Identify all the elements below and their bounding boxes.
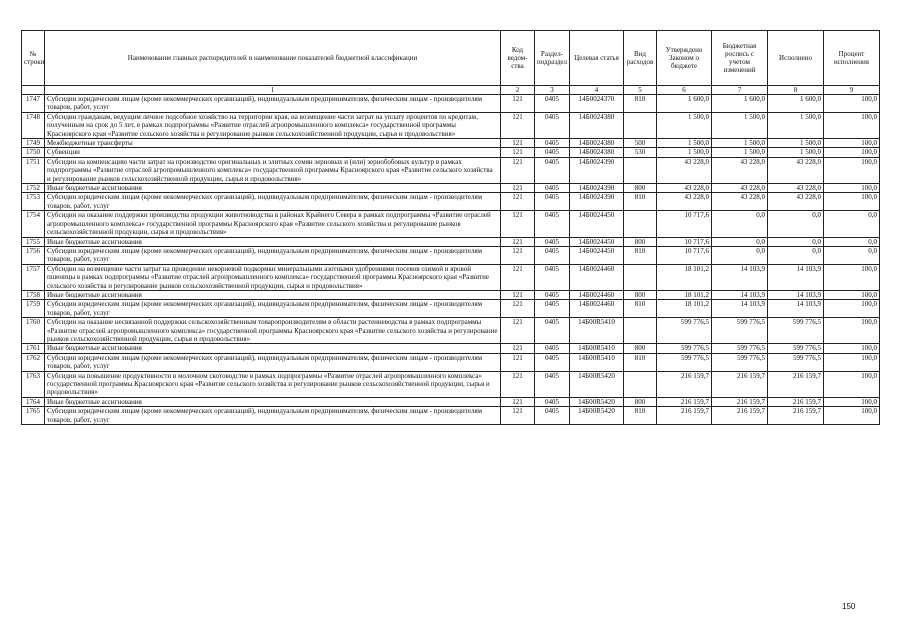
target-article: 14Б0024450 <box>570 211 624 237</box>
section-code: 0405 <box>535 300 570 318</box>
row-name: Иные бюджетные ассигнования <box>45 344 501 353</box>
row-name: Субсидии юридическим лицам (кроме некоммерческих организаций), индивидуальным предпринимателям, физическим лицам - производителям товаров, работ, услуг <box>45 95 501 113</box>
header-section: Раздел- подраздел <box>535 31 570 86</box>
approved-amount: 1 600,0 <box>657 95 712 113</box>
approved-amount: 10 717,6 <box>657 246 712 264</box>
execution-percent: 100,0 <box>824 157 880 183</box>
executed-amount: 14 103,9 <box>768 300 824 318</box>
department-code: 121 <box>501 397 535 406</box>
expense-type <box>624 318 657 344</box>
page-number: 150 <box>842 602 856 611</box>
target-article: 14Б0024460 <box>570 264 624 290</box>
schedule-amount: 1 500,0 <box>712 139 768 148</box>
section-code: 0405 <box>535 237 570 246</box>
table-row <box>22 264 880 290</box>
row-number: 1761 <box>22 344 45 353</box>
approved-amount: 599 776,5 <box>657 318 712 344</box>
execution-percent: 100,0 <box>824 184 880 193</box>
executed-amount: 1 500,0 <box>768 148 824 157</box>
row-number: 1762 <box>22 353 45 371</box>
executed-amount: 216 159,7 <box>768 397 824 406</box>
row-number: 1750 <box>22 148 45 157</box>
execution-percent: 100,0 <box>824 344 880 353</box>
approved-amount: 10 717,6 <box>657 211 712 237</box>
target-article: 14Б0024450 <box>570 237 624 246</box>
approved-amount: 43 228,0 <box>657 157 712 183</box>
budget-execution-table <box>21 30 880 425</box>
executed-amount: 216 159,7 <box>768 371 824 397</box>
expense-type: 800 <box>624 397 657 406</box>
section-code: 0405 <box>535 157 570 183</box>
row-name: Субсидии на оказание несвязанной поддержки сельскохозяйственным товаропроизводителям в области растениеводства в рамках подпрограммы «Развитие отраслей агропромышленного комплекса» государственной программы Красноярского края «Развитие сельского хозяйства и регулирование рынков сельскохозяйственной продукции, сырья и продовольствия» <box>45 318 501 344</box>
target-article: 14Б0024460 <box>570 300 624 318</box>
execution-percent: 0,0 <box>824 211 880 237</box>
department-code: 121 <box>501 184 535 193</box>
section-code: 0405 <box>535 95 570 113</box>
row-name: Субсидии юридическим лицам (кроме некоммерческих организаций), индивидуальным предпринимателям, физическим лицам - производителям товаров, работ, услуг <box>45 407 501 425</box>
header-budget-schedule: Бюджетная роспись с учетом изменений <box>712 31 768 86</box>
executed-amount: 43 228,0 <box>768 184 824 193</box>
expense-type <box>624 157 657 183</box>
department-code: 121 <box>501 139 535 148</box>
schedule-amount: 43 228,0 <box>712 184 768 193</box>
row-name: Иные бюджетные ассигнования <box>45 184 501 193</box>
section-code: 0405 <box>535 211 570 237</box>
table-row <box>22 193 880 211</box>
department-code: 121 <box>501 237 535 246</box>
section-code: 0405 <box>535 318 570 344</box>
header-target-article: Целевая статья <box>570 31 624 86</box>
section-code: 0405 <box>535 407 570 425</box>
row-number: 1757 <box>22 264 45 290</box>
executed-amount: 0,0 <box>768 211 824 237</box>
table-row <box>22 139 880 148</box>
row-number: 1759 <box>22 300 45 318</box>
schedule-amount: 1 500,0 <box>712 112 768 138</box>
header-row <box>22 31 880 86</box>
row-number: 1747 <box>22 95 45 113</box>
table-row <box>22 184 880 193</box>
column-number-cell: 6 <box>657 86 712 95</box>
approved-amount: 216 159,7 <box>657 371 712 397</box>
executed-amount: 43 228,0 <box>768 193 824 211</box>
table-row <box>22 353 880 371</box>
column-number-row <box>22 86 880 95</box>
execution-percent: 100,0 <box>824 264 880 290</box>
approved-amount: 43 228,0 <box>657 184 712 193</box>
expense-type: 810 <box>624 95 657 113</box>
department-code: 121 <box>501 353 535 371</box>
row-number: 1752 <box>22 184 45 193</box>
row-number: 1755 <box>22 237 45 246</box>
row-name: Субсидии юридическим лицам (кроме некоммерческих организаций), индивидуальным предпринимателям, физическим лицам - производителям товаров, работ, услуг <box>45 300 501 318</box>
column-number-cell: 9 <box>824 86 880 95</box>
header-percent: Процент исполнения <box>824 31 880 86</box>
expense-type: 800 <box>624 184 657 193</box>
expense-type <box>624 371 657 397</box>
department-code: 121 <box>501 264 535 290</box>
execution-percent: 100,0 <box>824 193 880 211</box>
executed-amount: 1 600,0 <box>768 95 824 113</box>
target-article: 14Б0024380 <box>570 148 624 157</box>
execution-percent: 0,0 <box>824 237 880 246</box>
department-code: 121 <box>501 95 535 113</box>
department-code: 121 <box>501 344 535 353</box>
column-number-cell: 7 <box>712 86 768 95</box>
section-code: 0405 <box>535 353 570 371</box>
column-number-cell <box>22 86 45 95</box>
expense-type: 810 <box>624 353 657 371</box>
expense-type: 500 <box>624 139 657 148</box>
header-department-code: Код ведом- ства <box>501 31 535 86</box>
expense-type: 530 <box>624 148 657 157</box>
table-row <box>22 246 880 264</box>
executed-amount: 599 776,5 <box>768 344 824 353</box>
target-article: 14Б00R5420 <box>570 407 624 425</box>
header-executed: Исполнено <box>768 31 824 86</box>
header-expense-type: Вид расходов <box>624 31 657 86</box>
section-code: 0405 <box>535 148 570 157</box>
expense-type: 810 <box>624 246 657 264</box>
row-number: 1765 <box>22 407 45 425</box>
target-article: 14Б0024450 <box>570 246 624 264</box>
expense-type <box>624 211 657 237</box>
section-code: 0405 <box>535 112 570 138</box>
department-code: 121 <box>501 211 535 237</box>
execution-percent: 100,0 <box>824 139 880 148</box>
approved-amount: 216 159,7 <box>657 397 712 406</box>
execution-percent: 100,0 <box>824 407 880 425</box>
schedule-amount: 1 600,0 <box>712 95 768 113</box>
schedule-amount: 43 228,0 <box>712 193 768 211</box>
executed-amount: 14 103,9 <box>768 290 824 299</box>
row-name: Субсидии юридическим лицам (кроме некоммерческих организаций), индивидуальным предпринимателям, физическим лицам - производителям товаров, работ, услуг <box>45 353 501 371</box>
execution-percent: 100,0 <box>824 318 880 344</box>
executed-amount: 1 500,0 <box>768 112 824 138</box>
approved-amount: 599 776,5 <box>657 344 712 353</box>
expense-type: 810 <box>624 300 657 318</box>
row-name: Субсидии гражданам, ведущим личное подсобное хозяйство на территории края, на возмещение части затрат на уплату процентов по кредитам, полученным на срок до 5 лет, в рамках подпрограммы «Развитие отраслей агропромышленного комплекса» государственной программы Красноярского края «Развитие сельского хозяйства и регулирование рынков сельскохозяйственной продукции, сырья и продовольствия» <box>45 112 501 138</box>
table-row <box>22 95 880 113</box>
row-name: Субсидии на компенсацию части затрат на производство оригинальных и элитных семян зерновых и (или) зернобобовых культур в рамках подпрограммы «Развитие отраслей агропромышленного комплекса» государственной программы Красноярского края «Развитие сельского хозяйства и регулирование рынков сельскохозяйственной продукции, сырья и продовольствия» <box>45 157 501 183</box>
schedule-amount: 599 776,5 <box>712 353 768 371</box>
section-code: 0405 <box>535 290 570 299</box>
approved-amount: 216 159,7 <box>657 407 712 425</box>
approved-amount: 1 500,0 <box>657 148 712 157</box>
schedule-amount: 216 159,7 <box>712 407 768 425</box>
approved-amount: 43 228,0 <box>657 193 712 211</box>
table-row <box>22 318 880 344</box>
department-code: 121 <box>501 371 535 397</box>
approved-amount: 1 500,0 <box>657 139 712 148</box>
row-number: 1758 <box>22 290 45 299</box>
department-code: 121 <box>501 112 535 138</box>
table-row <box>22 290 880 299</box>
department-code: 121 <box>501 407 535 425</box>
execution-percent: 100,0 <box>824 397 880 406</box>
executed-amount: 216 159,7 <box>768 407 824 425</box>
approved-amount: 18 101,2 <box>657 290 712 299</box>
schedule-amount: 1 500,0 <box>712 148 768 157</box>
row-name: Субсидии на оказание поддержки производства продукции животноводства в районах Крайнего Севера в рамках подпрограммы «Развитие отраслей агропромышленного комплекса» государственной программы Красноярского края «Развитие сельского хозяйства и регулирование рынков сельскохозяйственной продукции, сырья и продовольствия» <box>45 211 501 237</box>
target-article: 14Б0024380 <box>570 139 624 148</box>
department-code: 121 <box>501 148 535 157</box>
target-article: 14Б00R5420 <box>570 371 624 397</box>
section-code: 0405 <box>535 193 570 211</box>
target-article: 14Б0024460 <box>570 290 624 299</box>
table-row <box>22 157 880 183</box>
execution-percent: 0,0 <box>824 246 880 264</box>
row-name: Межбюджетные трансферты <box>45 139 501 148</box>
row-name: Субсидии юридическим лицам (кроме некоммерческих организаций), индивидуальным предпринимателям, физическим лицам - производителям товаров, работ, услуг <box>45 246 501 264</box>
row-name: Субвенции <box>45 148 501 157</box>
target-article: 14Б00R5410 <box>570 344 624 353</box>
table-row <box>22 148 880 157</box>
header-approved: Утверждено Законом о бюджете <box>657 31 712 86</box>
target-article: 14Б0024370 <box>570 95 624 113</box>
expense-type: 800 <box>624 290 657 299</box>
section-code: 0405 <box>535 344 570 353</box>
target-article: 14Б0024390 <box>570 184 624 193</box>
expense-type <box>624 112 657 138</box>
row-number: 1751 <box>22 157 45 183</box>
schedule-amount: 14 103,9 <box>712 290 768 299</box>
schedule-amount: 0,0 <box>712 211 768 237</box>
target-article: 14Б00R5410 <box>570 353 624 371</box>
target-article: 14Б0024380 <box>570 112 624 138</box>
approved-amount: 18 101,2 <box>657 264 712 290</box>
table-row <box>22 344 880 353</box>
section-code: 0405 <box>535 139 570 148</box>
expense-type <box>624 264 657 290</box>
executed-amount: 43 228,0 <box>768 157 824 183</box>
executed-amount: 0,0 <box>768 246 824 264</box>
schedule-amount: 599 776,5 <box>712 344 768 353</box>
table-row <box>22 397 880 406</box>
expense-type: 810 <box>624 193 657 211</box>
execution-percent: 100,0 <box>824 371 880 397</box>
approved-amount: 1 500,0 <box>657 112 712 138</box>
executed-amount: 599 776,5 <box>768 353 824 371</box>
row-number: 1748 <box>22 112 45 138</box>
table-row <box>22 300 880 318</box>
schedule-amount: 599 776,5 <box>712 318 768 344</box>
row-number: 1754 <box>22 211 45 237</box>
executed-amount: 1 500,0 <box>768 139 824 148</box>
column-number-cell: 4 <box>570 86 624 95</box>
row-number: 1749 <box>22 139 45 148</box>
execution-percent: 100,0 <box>824 300 880 318</box>
execution-percent: 100,0 <box>824 290 880 299</box>
header-row-number: № строки <box>22 31 45 86</box>
target-article: 14Б0024390 <box>570 157 624 183</box>
department-code: 121 <box>501 318 535 344</box>
executed-amount: 0,0 <box>768 237 824 246</box>
schedule-amount: 0,0 <box>712 237 768 246</box>
column-number-cell: 1 <box>45 86 501 95</box>
row-name: Иные бюджетные ассигнования <box>45 397 501 406</box>
row-number: 1756 <box>22 246 45 264</box>
department-code: 121 <box>501 246 535 264</box>
row-number: 1753 <box>22 193 45 211</box>
schedule-amount: 216 159,7 <box>712 371 768 397</box>
approved-amount: 599 776,5 <box>657 353 712 371</box>
target-article: 14Б0024390 <box>570 193 624 211</box>
row-name: Субсидии на повышение продуктивности в молочном скотоводстве в рамках подпрограммы «Развитие отраслей агропромышленного комплекса» государственной программы Красноярского края «Развитие сельского хозяйства и регулирование рынков сельскохозяйственной продукции, сырья и продовольствия» <box>45 371 501 397</box>
row-name: Субсидии на возмещение части затрат на проведение некорневой подкормки минеральными азотными удобрениями посевов озимой и яровой пшеницы в рамках подпрограммы «Развитие отраслей агропромышленного комплекса» государственной программы Красноярского края «Развитие сельского хозяйства и регулирование рынков сельскохозяйственной продукции, сырья и продовольствия» <box>45 264 501 290</box>
schedule-amount: 14 103,9 <box>712 264 768 290</box>
approved-amount: 18 101,2 <box>657 300 712 318</box>
table-row <box>22 237 880 246</box>
execution-percent: 100,0 <box>824 148 880 157</box>
department-code: 121 <box>501 300 535 318</box>
expense-type: 800 <box>624 237 657 246</box>
section-code: 0405 <box>535 246 570 264</box>
schedule-amount: 0,0 <box>712 246 768 264</box>
executed-amount: 599 776,5 <box>768 318 824 344</box>
department-code: 121 <box>501 157 535 183</box>
row-name: Иные бюджетные ассигнования <box>45 290 501 299</box>
schedule-amount: 216 159,7 <box>712 397 768 406</box>
row-number: 1764 <box>22 397 45 406</box>
column-number-cell: 3 <box>535 86 570 95</box>
section-code: 0405 <box>535 264 570 290</box>
column-number-cell: 8 <box>768 86 824 95</box>
approved-amount: 10 717,6 <box>657 237 712 246</box>
target-article: 14Б00R5420 <box>570 397 624 406</box>
executed-amount: 14 103,9 <box>768 264 824 290</box>
expense-type: 800 <box>624 344 657 353</box>
schedule-amount: 14 103,9 <box>712 300 768 318</box>
execution-percent: 100,0 <box>824 112 880 138</box>
column-number-cell: 2 <box>501 86 535 95</box>
row-name: Иные бюджетные ассигнования <box>45 237 501 246</box>
execution-percent: 100,0 <box>824 353 880 371</box>
table-row <box>22 407 880 425</box>
execution-percent: 100,0 <box>824 95 880 113</box>
department-code: 121 <box>501 290 535 299</box>
section-code: 0405 <box>535 184 570 193</box>
row-number: 1763 <box>22 371 45 397</box>
table-row <box>22 371 880 397</box>
row-name: Субсидии юридическим лицам (кроме некоммерческих организаций), индивидуальным предпринимателям, физическим лицам - производителям товаров, работ, услуг <box>45 193 501 211</box>
header-name: Наименование главных распорядителей и наименование показателей бюджетной классификации <box>45 31 501 86</box>
expense-type: 810 <box>624 407 657 425</box>
section-code: 0405 <box>535 397 570 406</box>
section-code: 0405 <box>535 371 570 397</box>
table-row <box>22 112 880 138</box>
column-number-cell: 5 <box>624 86 657 95</box>
table-row <box>22 211 880 237</box>
department-code: 121 <box>501 193 535 211</box>
schedule-amount: 43 228,0 <box>712 157 768 183</box>
target-article: 14Б00R5410 <box>570 318 624 344</box>
row-number: 1760 <box>22 318 45 344</box>
